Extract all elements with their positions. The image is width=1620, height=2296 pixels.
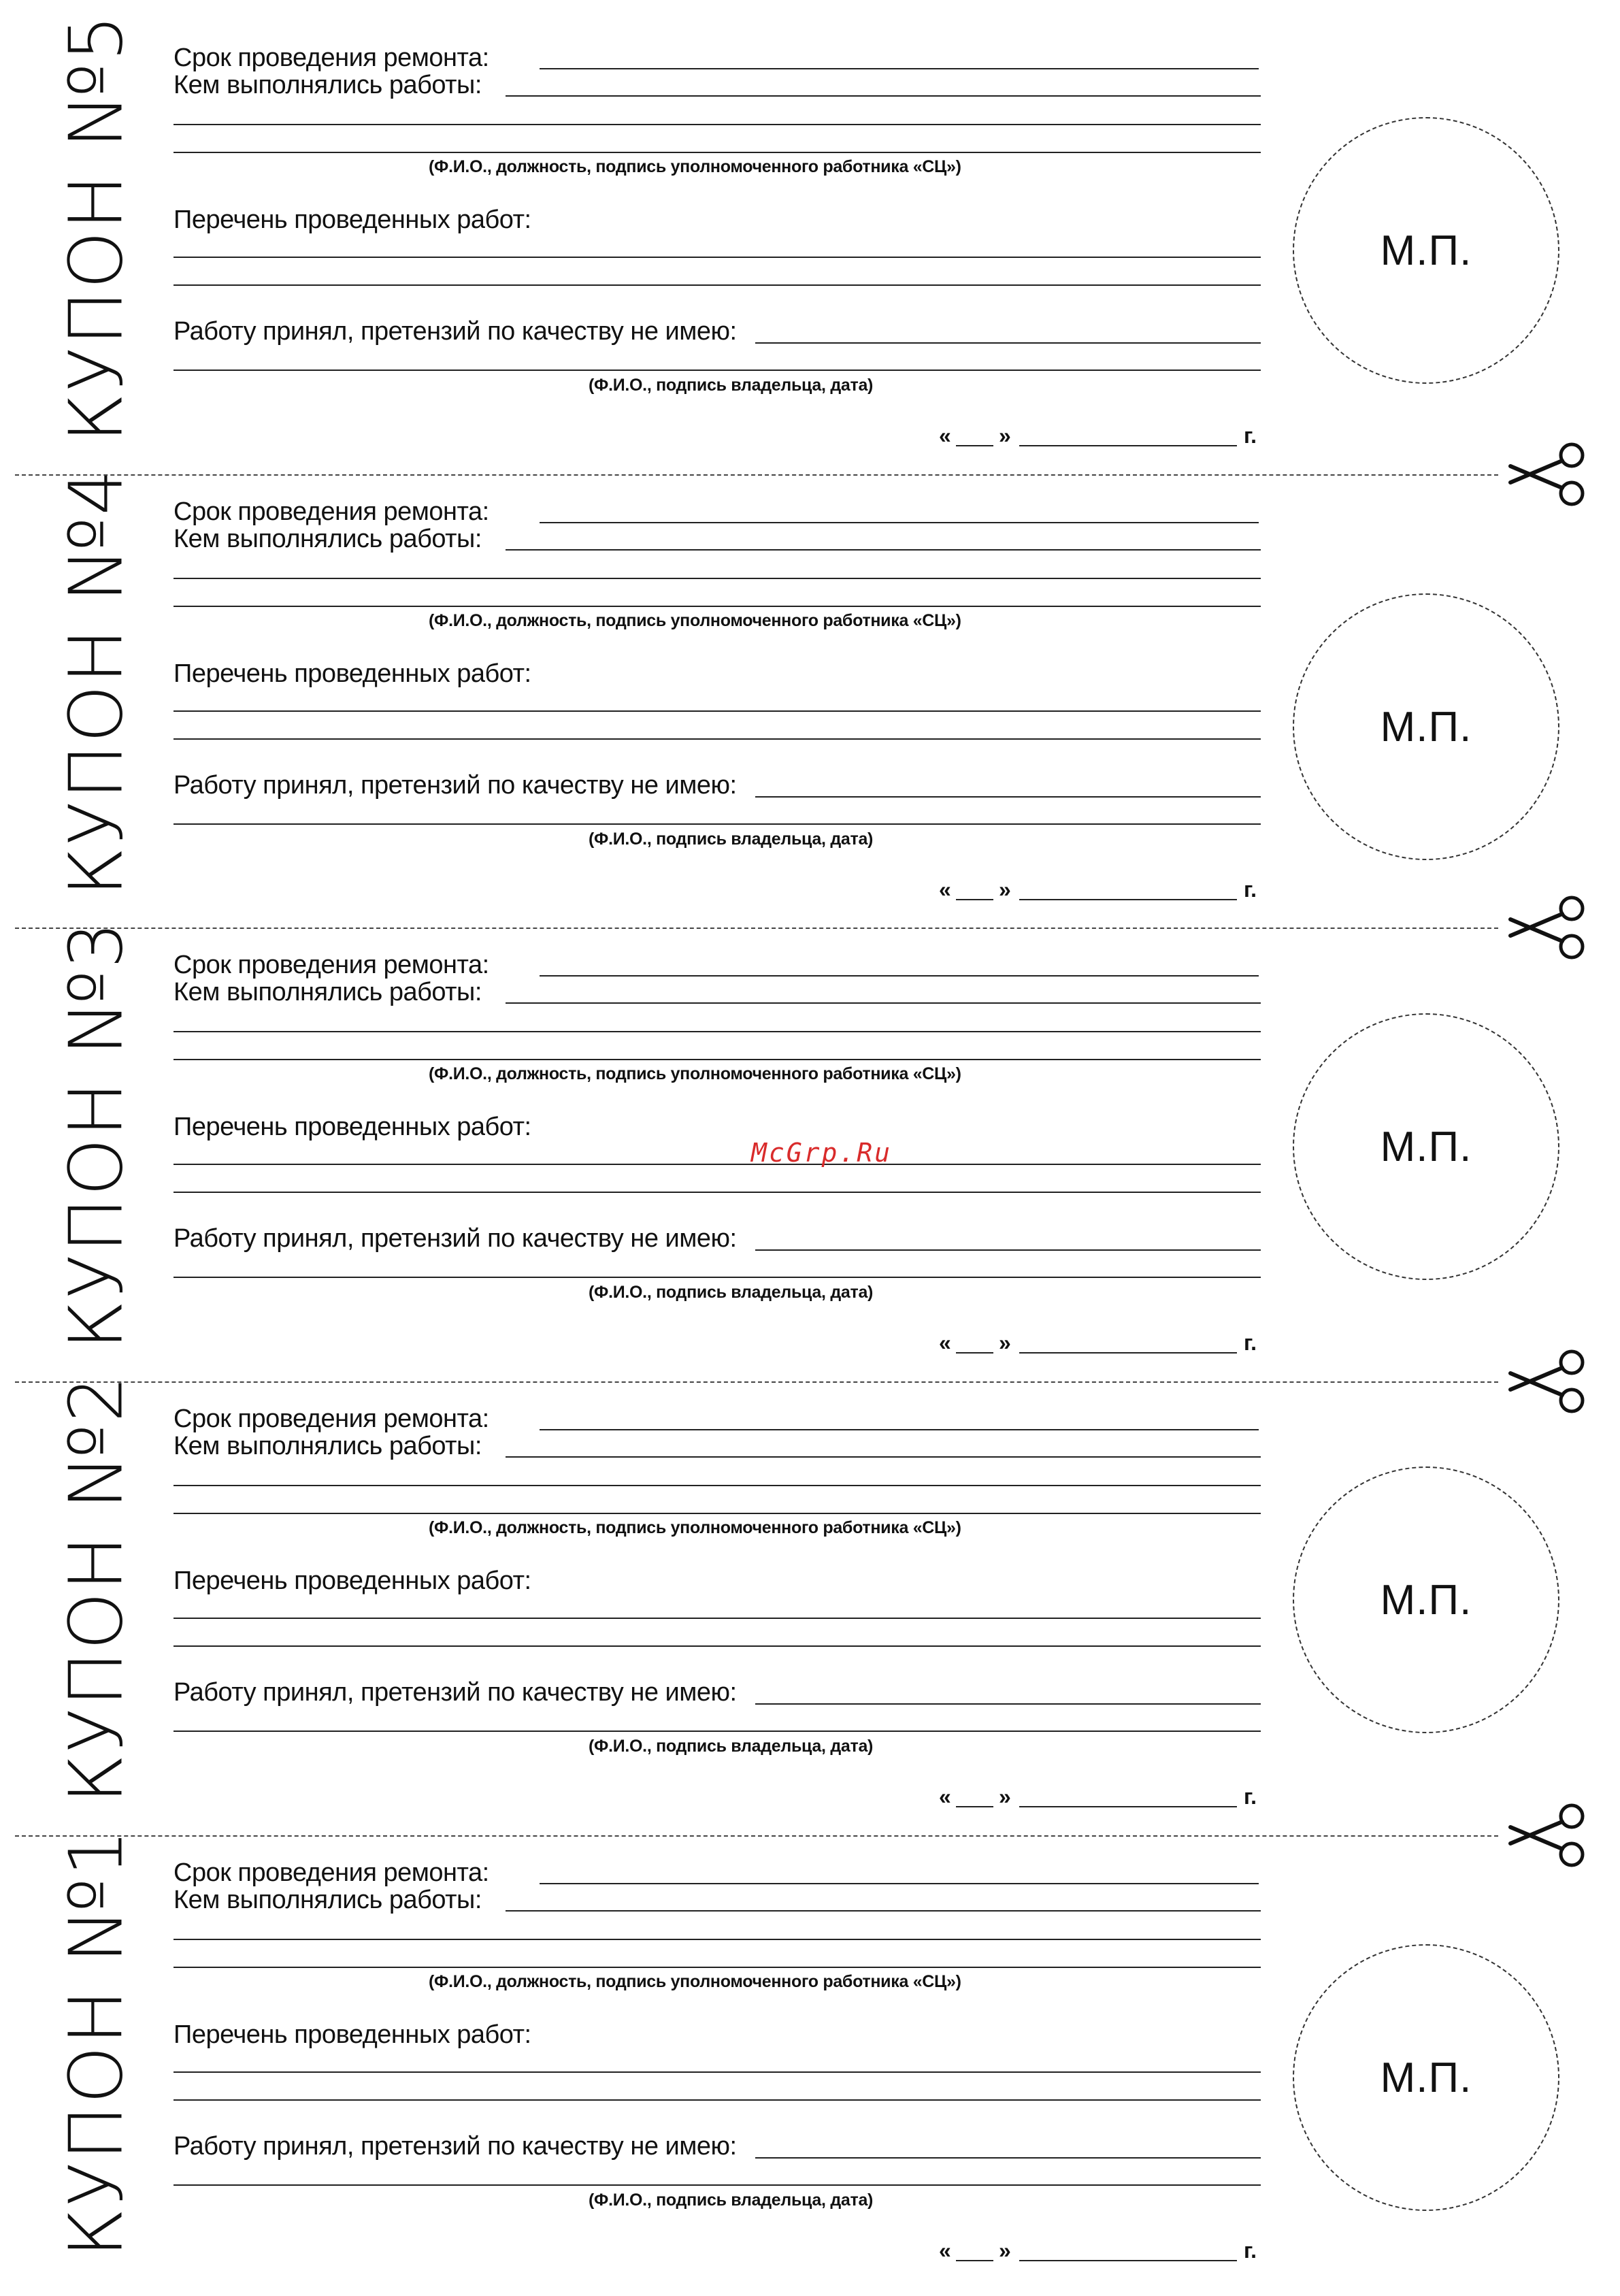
repair-period-label: Срок проведения ремонта: xyxy=(173,497,489,526)
accepted-line[interactable] xyxy=(755,1703,1261,1705)
performed-by-line[interactable] xyxy=(506,1910,1261,1912)
performer-hint: (Ф.И.О., должность, подпись уполномоченного работника «СЦ») xyxy=(429,157,961,176)
accepted-line[interactable] xyxy=(755,342,1261,344)
date-field[interactable]: « » г. xyxy=(939,2238,1257,2263)
performed-by-line-2[interactable] xyxy=(173,1939,1261,1940)
repair-period-line[interactable] xyxy=(540,1429,1259,1430)
stamp-circle: М.П. xyxy=(1293,117,1559,384)
performed-by-line-3[interactable] xyxy=(173,606,1261,607)
performed-by-line[interactable] xyxy=(506,1002,1261,1004)
date-field[interactable]: « » г. xyxy=(939,423,1257,448)
performer-hint: (Ф.И.О., должность, подпись уполномоченного работника «СЦ») xyxy=(429,1518,961,1537)
date-field[interactable]: « » г. xyxy=(939,1784,1257,1809)
repair-period-line[interactable] xyxy=(540,68,1259,69)
coupon-title: КУПОН №2 xyxy=(54,1374,139,1804)
accepted-line[interactable] xyxy=(755,1249,1261,1251)
accepted-label: Работу принял, претензий по качеству не имею: xyxy=(173,1224,737,1253)
coupon-title: КУПОН №1 xyxy=(54,1828,139,2258)
scissors-icon xyxy=(1504,440,1592,508)
work-list-label: Перечень проведенных работ: xyxy=(173,659,531,688)
accepted-label: Работу принял, претензий по качеству не имею: xyxy=(173,317,737,346)
performer-hint: (Ф.И.О., должность, подпись уполномоченного работника «СЦ») xyxy=(429,1972,961,1991)
work-list-line[interactable] xyxy=(173,1618,1261,1619)
repair-period-line[interactable] xyxy=(540,975,1259,977)
scissors-icon xyxy=(1504,893,1592,962)
coupon-title: КУПОН №5 xyxy=(54,13,139,443)
performed-by-line-3[interactable] xyxy=(173,1513,1261,1514)
work-list-line[interactable] xyxy=(173,1164,1261,1165)
performed-by-line[interactable] xyxy=(506,1456,1261,1458)
owner-hint: (Ф.И.О., подпись владельца, дата) xyxy=(589,1283,874,1302)
stamp-circle: М.П. xyxy=(1293,593,1559,860)
repair-period-label: Срок проведения ремонта: xyxy=(173,1405,489,1433)
repair-period-label: Срок проведения ремонта: xyxy=(173,951,489,979)
cut-line-2 xyxy=(15,928,1498,929)
accepted-label: Работу принял, претензий по качеству не имею: xyxy=(173,1678,737,1707)
work-list-line[interactable] xyxy=(173,2071,1261,2073)
owner-line[interactable] xyxy=(173,1731,1261,1732)
coupon-4 xyxy=(0,467,1620,935)
performed-by-label: Кем выполнялись работы: xyxy=(173,71,482,99)
repair-period-line[interactable] xyxy=(540,522,1259,523)
accepted-label: Работу принял, претензий по качеству не имею: xyxy=(173,771,737,800)
stamp-circle: М.П. xyxy=(1293,1466,1559,1733)
performed-by-label: Кем выполнялись работы: xyxy=(173,978,482,1006)
scissors-icon xyxy=(1504,1347,1592,1415)
coupon-1 xyxy=(0,1828,1620,2296)
performed-by-line[interactable] xyxy=(506,95,1261,97)
coupon-5 xyxy=(0,13,1620,481)
performed-by-line[interactable] xyxy=(506,549,1261,551)
performed-by-line-3[interactable] xyxy=(173,1967,1261,1968)
performer-hint: (Ф.И.О., должность, подпись уполномоченного работника «СЦ») xyxy=(429,1064,961,1083)
owner-line[interactable] xyxy=(173,1277,1261,1278)
owner-hint: (Ф.И.О., подпись владельца, дата) xyxy=(589,376,874,395)
accepted-label: Работу принял, претензий по качеству не имею: xyxy=(173,2132,737,2161)
accepted-line[interactable] xyxy=(755,796,1261,798)
work-list-line-2[interactable] xyxy=(173,2099,1261,2101)
work-list-label: Перечень проведенных работ: xyxy=(173,2020,531,2049)
stamp-circle: М.П. xyxy=(1293,1944,1559,2211)
performed-by-label: Кем выполнялись работы: xyxy=(173,1432,482,1460)
performed-by-label: Кем выполнялись работы: xyxy=(173,525,482,553)
work-list-line-2[interactable] xyxy=(173,738,1261,740)
work-list-line-2[interactable] xyxy=(173,284,1261,286)
work-list-line-2[interactable] xyxy=(173,1192,1261,1193)
accepted-line[interactable] xyxy=(755,2157,1261,2159)
performed-by-label: Кем выполнялись работы: xyxy=(173,1886,482,1914)
owner-hint: (Ф.И.О., подпись владельца, дата) xyxy=(589,2191,874,2210)
cut-line-4 xyxy=(15,1835,1498,1837)
owner-line[interactable] xyxy=(173,823,1261,825)
owner-hint: (Ф.И.О., подпись владельца, дата) xyxy=(589,1737,874,1756)
repair-period-label: Срок проведения ремонта: xyxy=(173,1858,489,1887)
performed-by-line-2[interactable] xyxy=(173,124,1261,125)
work-list-line[interactable] xyxy=(173,710,1261,712)
owner-hint: (Ф.И.О., подпись владельца, дата) xyxy=(589,830,874,849)
performed-by-line-2[interactable] xyxy=(173,578,1261,579)
date-field[interactable]: « » г. xyxy=(939,877,1257,902)
repair-period-label: Срок проведения ремонта: xyxy=(173,44,489,72)
owner-line[interactable] xyxy=(173,2184,1261,2186)
cut-line-1 xyxy=(15,474,1498,476)
owner-line[interactable] xyxy=(173,370,1261,371)
performed-by-line-2[interactable] xyxy=(173,1485,1261,1486)
work-list-label: Перечень проведенных работ: xyxy=(173,1113,531,1141)
work-list-label: Перечень проведенных работ: xyxy=(173,206,531,234)
watermark: McGrp.Ru xyxy=(751,1138,893,1168)
performer-hint: (Ф.И.О., должность, подпись уполномоченного работника «СЦ») xyxy=(429,611,961,630)
work-list-line[interactable] xyxy=(173,257,1261,258)
repair-period-line[interactable] xyxy=(540,1883,1259,1884)
performed-by-line-2[interactable] xyxy=(173,1031,1261,1032)
coupon-2 xyxy=(0,1374,1620,1842)
scissors-icon xyxy=(1504,1801,1592,1869)
work-list-line-2[interactable] xyxy=(173,1645,1261,1647)
stamp-circle: М.П. xyxy=(1293,1013,1559,1280)
work-list-label: Перечень проведенных работ: xyxy=(173,1567,531,1595)
coupon-title: КУПОН №4 xyxy=(54,467,139,897)
coupon-title: КУПОН №3 xyxy=(54,920,139,1350)
date-field[interactable]: « » г. xyxy=(939,1330,1257,1355)
performed-by-line-3[interactable] xyxy=(173,1059,1261,1060)
performed-by-line-3[interactable] xyxy=(173,152,1261,153)
cut-line-3 xyxy=(15,1381,1498,1383)
